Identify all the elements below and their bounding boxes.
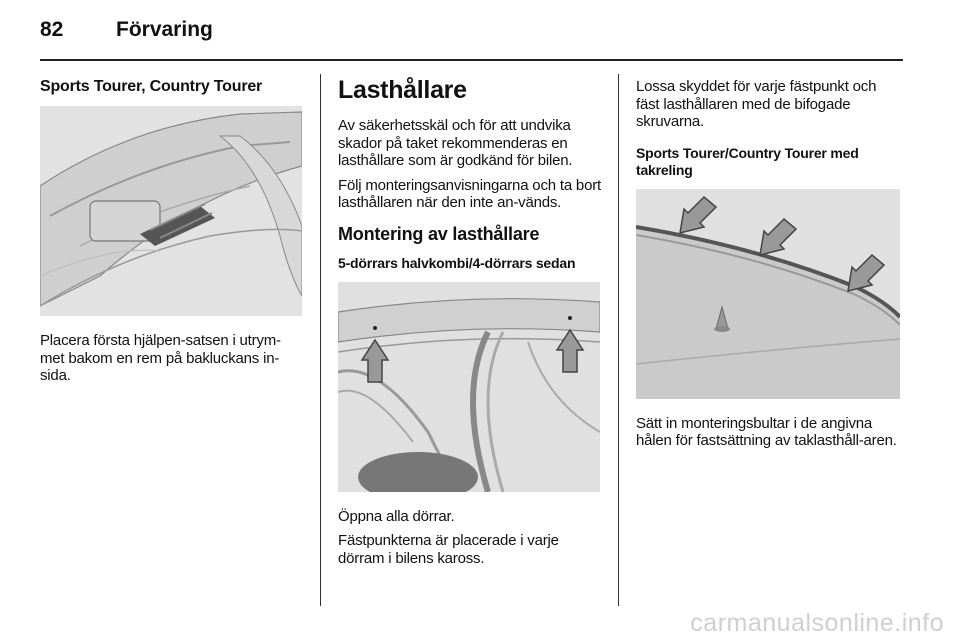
text-mount-points: Fästpunkterna är placerade i varje dörram i bilens kaross.	[338, 532, 559, 567]
intro-paragraph-2: Följ monteringsanvisningarna och ta bort lasthållaren när den inte an-vänds.	[338, 176, 601, 211]
watermark: carmanualsonline.info	[690, 609, 944, 637]
page-title: Lasthållare	[338, 76, 467, 104]
sub-heading-roof-rails: Sports Tourer/Country Tourer med takreling	[636, 144, 859, 178]
section-heading: Sports Tourer, Country Tourer	[40, 78, 263, 95]
header-divider	[40, 59, 903, 61]
trunk-lid-illustration	[40, 106, 302, 316]
column-1	[40, 74, 304, 392]
sub-heading-sedan: 5-dörrars halvkombi/4-dörrars sedan	[338, 254, 576, 271]
text-insert-bolts: Sätt in monteringsbultar i de angivna hålen för fastsättning av taklasthåll-aren.	[636, 414, 897, 449]
page-header	[40, 14, 920, 50]
roof-rail-illustration	[636, 189, 900, 399]
column-3	[636, 74, 902, 457]
caption-first-aid: Placera första hjälpen-satsen i utrym-met bakom en rem på bakluckans in-sida.	[40, 332, 281, 384]
page-number: 82	[40, 18, 64, 41]
section-heading-mounting: Montering av lasthållare	[338, 223, 540, 244]
intro-paragraph-1: Av säkerhetsskäl och för att undvika skador på taket rekommenderas en lasthållare som är godkänd för bilen.	[338, 117, 573, 169]
column-divider-2	[618, 74, 619, 606]
text-open-doors: Öppna alla dörrar.	[338, 507, 455, 525]
column-2	[338, 74, 602, 574]
chapter-title: Förvaring	[116, 18, 213, 41]
door-frame-illustration	[338, 282, 600, 492]
column-divider-1	[320, 74, 321, 606]
text-loosen-cover: Lossa skyddet för varje fästpunkt och fäst lasthållaren med de bifogade skruvarna.	[636, 78, 877, 130]
